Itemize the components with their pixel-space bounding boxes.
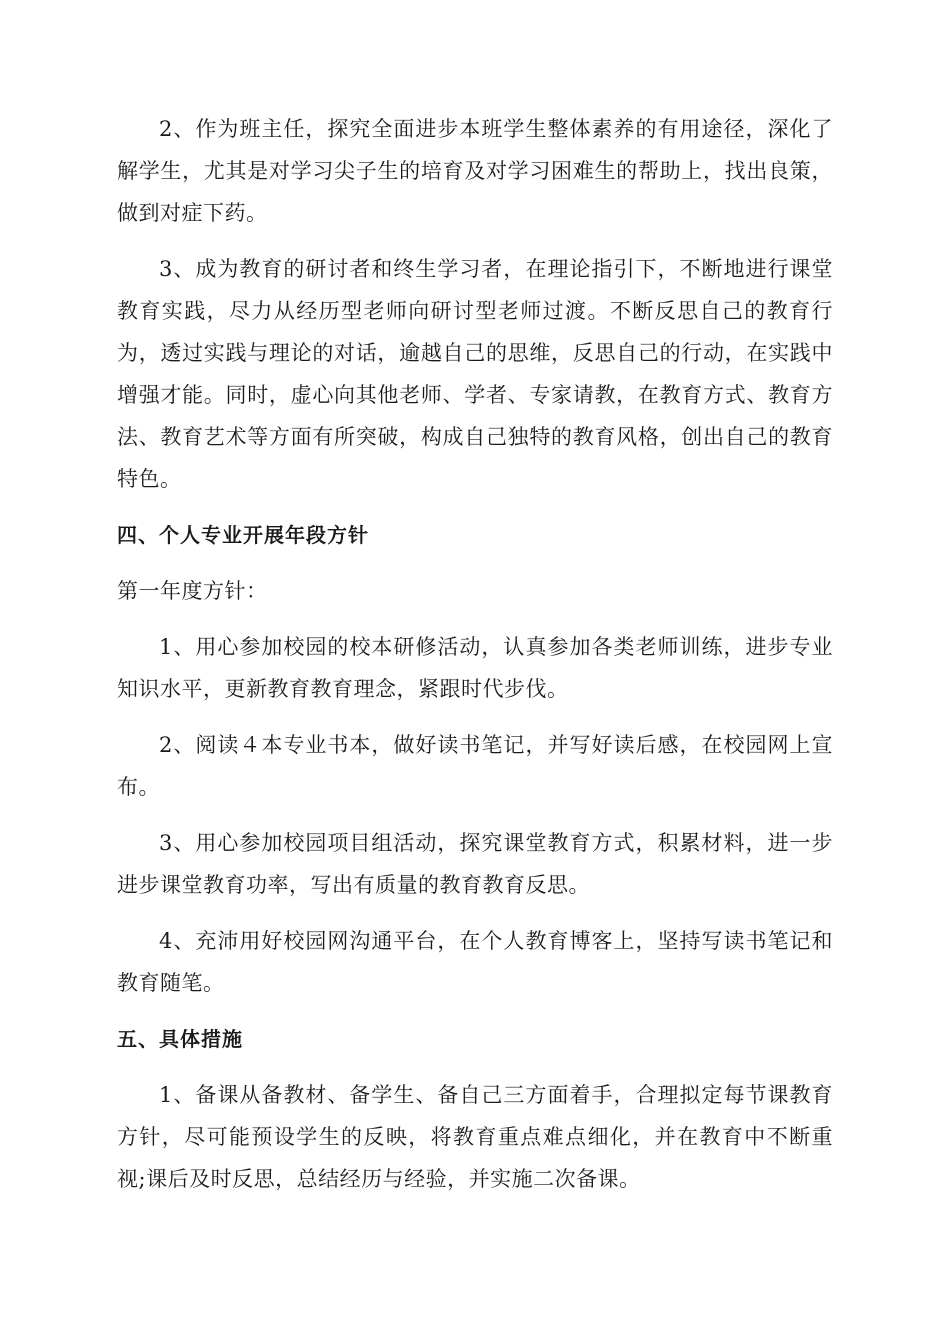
list-item: 1、用心参加校园的校本研修活动，认真参加各类老师训练，进步专业知识水平，更新教育教育理念，紧跟时代步伐。: [117, 635, 833, 701]
paragraph-class-teacher: 2、作为班主任，探究全面进步本班学生整体素养的有用途径，深化了解学生，尤其是对学习尖子生的培育及对学习困难生的帮助上，找出良策，做到对症下药。: [117, 117, 833, 225]
list-item: 4、充沛用好校园网沟通平台，在个人教育博客上，坚持写读书笔记和教育随笔。: [117, 929, 833, 995]
list-item: 1、备课从备教材、备学生、备自己三方面着手，合理拟定每节课教育方针，尽可能预设学生的反映，将教育重点难点细化，并在教育中不断重视;课后及时反思，总结经历与经验，并实施二次备课。: [117, 1083, 833, 1191]
list-item: 3、用心参加校园项目组活动，探究课堂教育方式，积累材料，进一步进步课堂教育功率，写出有质量的教育教育反思。: [117, 831, 833, 897]
section-heading-measures: 五、具体措施: [117, 1027, 243, 1051]
paragraph-research-teacher: 3、成为教育的研讨者和终生学习者，在理论指引下，不断地进行课堂教育实践，尽力从经历型老师向研讨型老师过渡。不断反思自己的教育行为，透过实践与理论的对话，逾越自己的思维，反思自己的行动，在实践中增强才能。同时，虚心向其他老师、学者、专家请教，在教育方式、教育方法、教育艺术等方面有所突破，构成自己独特的教育风格，创出自己的教育特色。: [117, 257, 833, 491]
list-item: 2、阅读４本专业书本，做好读书笔记，并写好读后感，在校园网上宣布。: [117, 733, 833, 799]
document-page: [117, 108, 833, 1214]
section-heading-development-goals: 四、个人专业开展年段方针: [117, 523, 369, 547]
subheading-first-year: 第一年度方针：: [117, 579, 268, 603]
